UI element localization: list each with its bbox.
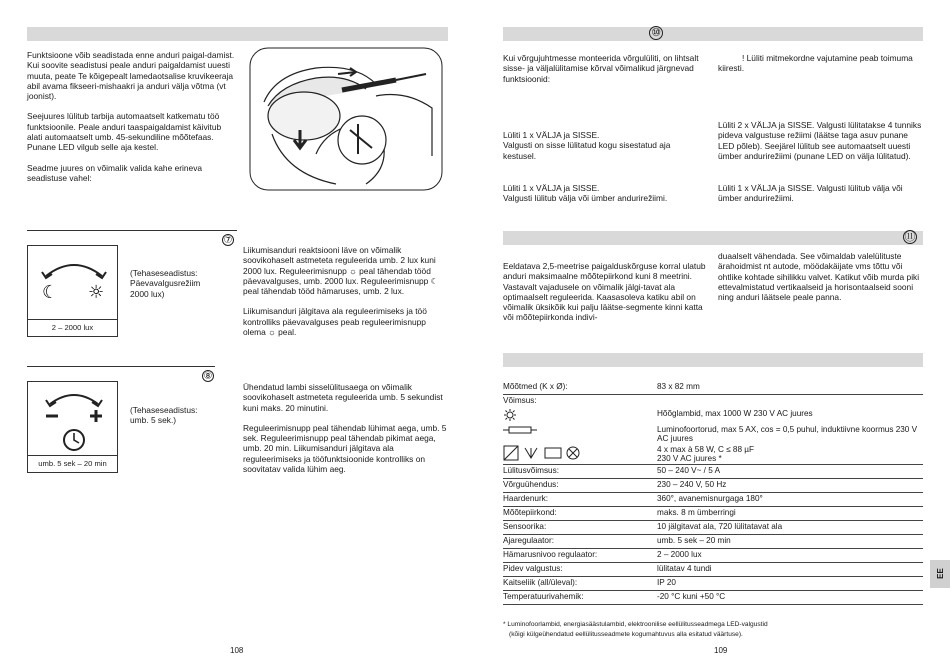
spec-value: Hõõglambid, max 1000 W 230 V AC juures <box>657 409 813 418</box>
svg-text:☾: ☾ <box>42 282 59 303</box>
intro-paragraph-2: Seejuures lülitub tarbija automaatselt katkematu töö funktsioonile. Peale anduri taaspaigaldamist käivitub alati automaatselt umb. 45-sekundiline mõõtefaas. Punane LED vilgub selle aja kestel. <box>27 111 222 153</box>
fluorescent-tube-icon <box>503 425 537 435</box>
light-level-knob <box>27 245 118 337</box>
section-8-factory-setting: (Tehaseseadistus: umb. 5 sek.) <box>130 405 198 426</box>
spec-key: Ajaregulaator: <box>503 535 657 549</box>
page-number-right: 109 <box>714 646 728 655</box>
spec-value: 360°, avanemisnurgaga 180° <box>657 493 923 507</box>
spec-value: 2 – 2000 lux <box>657 549 923 563</box>
section-11-header-bar <box>503 231 923 245</box>
left-intro <box>27 50 235 183</box>
section-7-text-2: Liikumisanduri jälgitava ala reguleerimiseks ja töö kontrolliks päevavalguses peab reguleerimisnupp olema ☼ peal. <box>243 306 427 338</box>
spec-key <box>503 408 657 424</box>
spec-key: Pidev valgustus: <box>503 563 657 577</box>
knob-separator <box>28 455 117 456</box>
time-knob <box>27 381 118 473</box>
spec-row <box>503 465 923 479</box>
section-10-option-b-left: Lüliti 1 x VÄLJA ja SISSE. Valgusti on sisse lülitatud kogu sisestatud aja kestusel. <box>503 130 671 161</box>
intro-paragraph-3: Seadme juures on võimalik valida kahe erineva seadistuse vahel: <box>27 162 203 183</box>
spec-value: IP 20 <box>657 577 923 591</box>
svg-text:☼: ☼ <box>88 282 105 303</box>
spec-key: Kaitseliik (all/üleval): <box>503 577 657 591</box>
spec-row <box>503 381 923 395</box>
spec-key: Võrguühendus: <box>503 479 657 493</box>
spec-value: 10 jälgitavat ala, 720 lülitatavat ala <box>657 521 923 535</box>
spec-row <box>503 479 923 493</box>
section-10-intro-right: ! Lüliti mitmekordne vajutamine peab toimuma kiiresti. <box>718 53 913 74</box>
section-10-option-c-right: Lüliti 1 x VÄLJA ja SISSE. Valgusti lülitub välja või ümber andurirežiimi. <box>718 183 903 204</box>
section-10-option-c-left: Lüliti 1 x VÄLJA ja SISSE. Valgusti lülitub välja või ümber andurirežiimi. <box>503 183 668 204</box>
section-11-text-right: duaalselt vähendada. See võimaldab valelülituste ärahoidmist nt autode, möödakäijate vms tõttu või ohtlike kohtade sihilikku valvet. Katikut võib murda piki ettevalmistatud vertikaalseid ja horisontaalseid sooni ning anduri läätsele peale panna. <box>718 251 920 303</box>
spec-key <box>503 444 657 465</box>
spec-row <box>503 424 923 444</box>
section-8-text-1: Ühendatud lambi sisselülitusaega on võimalik soovikohaselt astmeteta reguleerida umb. 5 sekundist kuni maks. 20 minutini. <box>243 382 443 413</box>
section-8-text-2: Reguleerimisnupp peal tähendab lühimat aega, umb. 5 sek. Reguleerimisnupp peal tähendab pikimat aega, umb. 20 min. Liikumisanduri jälgitava ala reguleerimiseks ja tööfunktsioonide kontrolliks on soovitatav valida lühim aeg. <box>243 422 447 475</box>
footnote-1: * Luminofoorlambid, energiasäästulambid, elektroonilise eellülitusseadmega LED-valgustid <box>503 621 768 628</box>
spec-row <box>503 577 923 591</box>
section-8-number: ⑧ <box>203 371 213 382</box>
spec-row <box>503 507 923 521</box>
section-10-intro-left: Kui võrgujuhtmesse monteerida võrgulüliti, on lihtsalt sisse- ja väljalülitamise kõrval võimalikud järgnevad funktsioonid: <box>503 53 699 84</box>
spec-value: 83 x 82 mm <box>657 381 923 395</box>
ballast-icon <box>503 445 583 461</box>
section-8-divider <box>27 366 215 367</box>
spec-row <box>503 493 923 507</box>
spec-row <box>503 535 923 549</box>
spec-key: Mõõtmed (K x Ø): <box>503 381 657 395</box>
section-7-number: ⑦ <box>223 235 233 246</box>
spec-value: 50 – 240 V~ / 5 A <box>657 465 923 479</box>
spec-row <box>503 563 923 577</box>
time-range-label: umb. 5 sek – 20 min <box>38 459 107 468</box>
spec-value: 4 x max à 58 W, C ≤ 88 µF 230 V AC juures * <box>657 444 923 465</box>
section-11-number: ⑪ <box>904 231 916 243</box>
spec-row <box>503 408 923 424</box>
section-10-header-bar <box>503 27 923 41</box>
technical-data-header-bar <box>503 353 923 367</box>
section-10-option-b-right: Lüliti 2 x VÄLJA ja SISSE. Valgusti lülitatakse 4 tunniks pideva valgustuse režiimi (läätse taga asuv punane LED põleb). Seejärel lülitub see automaatselt uuesti ümber andurirežiimi (punane LED on välja lülitatud). <box>718 120 922 161</box>
sensor-removal-illustration <box>246 44 446 194</box>
spec-key: Võimsus: <box>503 396 537 405</box>
spec-value: Luminofoortorud, max 5 AX, cos = 0,5 puhul, induktiivne koormus 230 V AC juures <box>657 425 918 443</box>
spec-value: -20 °C kuni +50 °C <box>657 591 923 605</box>
intro-paragraph-1: Funktsioone võib seadistada enne anduri paigal-damist. Kui soovite seadistusi peale anduri paigaldamist uuesti muuta, peate Te kõigepealt lamedaotsalise kruvikeeraja abil avama fikseeri-mishaakri ja anduri välja võtma (vt joonist). <box>27 50 235 102</box>
section-7-description <box>243 245 448 337</box>
spec-key <box>503 424 657 444</box>
spec-row <box>503 549 923 563</box>
spec-row <box>503 395 923 409</box>
spec-row <box>503 444 923 465</box>
section-7-text-1: Liikumisanduri reaktsiooni läve on võimalik soovikohaselt astmeteta reguleerida umb. 2 lux kuni 2000 lux. Reguleerimisnupp ☼ peal tähendab tööd päevavalguses, umb. 2000 lux. Reguleerimisnupp ☾ peal tähendab tööd hämaruses, umb. 2 lux. <box>243 245 439 297</box>
spec-key: Mõõtepiirkond: <box>503 507 657 521</box>
section-11-text-left: Eeldatava 2,5-meetrise paigalduskõrguse korral ulatub anduri maksimaalne mõõtepiirkond kuni 8 meetrini. Vastavalt vajadusele on võimalik jälgi-tavat ala optimaalselt reguleerida. Kaasasoleva katiku abil on võimalik üksikõik kui palju läätse-segmente kinni katta või mõõtepiirkonda indivi- <box>503 261 706 323</box>
bulb-icon <box>503 409 517 421</box>
spec-value: 230 – 240 V, 50 Hz <box>657 479 923 493</box>
spec-value: lülitatav 4 tundi <box>657 563 923 577</box>
spec-key: Lülitusvõimsus: <box>503 465 657 479</box>
spec-value: umb. 5 sek – 20 min <box>657 535 923 549</box>
page-number-left: 108 <box>230 646 244 655</box>
spec-row <box>503 591 923 605</box>
section-7-factory-setting: (Tehaseseadistus: Päevavalgusrežiim 2000 lux) <box>130 268 201 299</box>
left-header-bar <box>27 27 448 41</box>
spec-key: Haardenurk: <box>503 493 657 507</box>
spec-value <box>657 395 923 409</box>
technical-specs-table <box>503 381 923 605</box>
language-tab <box>930 560 950 588</box>
section-7-divider <box>27 230 237 231</box>
section-8-description <box>243 382 448 474</box>
language-tab-label: EE <box>935 568 945 579</box>
knob-separator <box>28 319 117 320</box>
spec-value: maks. 8 m ümberringi <box>657 507 923 521</box>
spec-row <box>503 521 923 535</box>
spec-key: Hämarusnivoo regulaator: <box>503 549 657 563</box>
spec-key: Temperatuurivahemik: <box>503 591 657 605</box>
spec-key: Sensoorika: <box>503 521 657 535</box>
section-10-number: ⑩ <box>649 26 663 40</box>
footnote-2: (kõigi külgeühendatud eellülitusseadmete kogumahtuvus alla esitatud väärtuse). <box>509 631 743 638</box>
light-level-range-label: 2 – 2000 lux <box>51 323 94 332</box>
